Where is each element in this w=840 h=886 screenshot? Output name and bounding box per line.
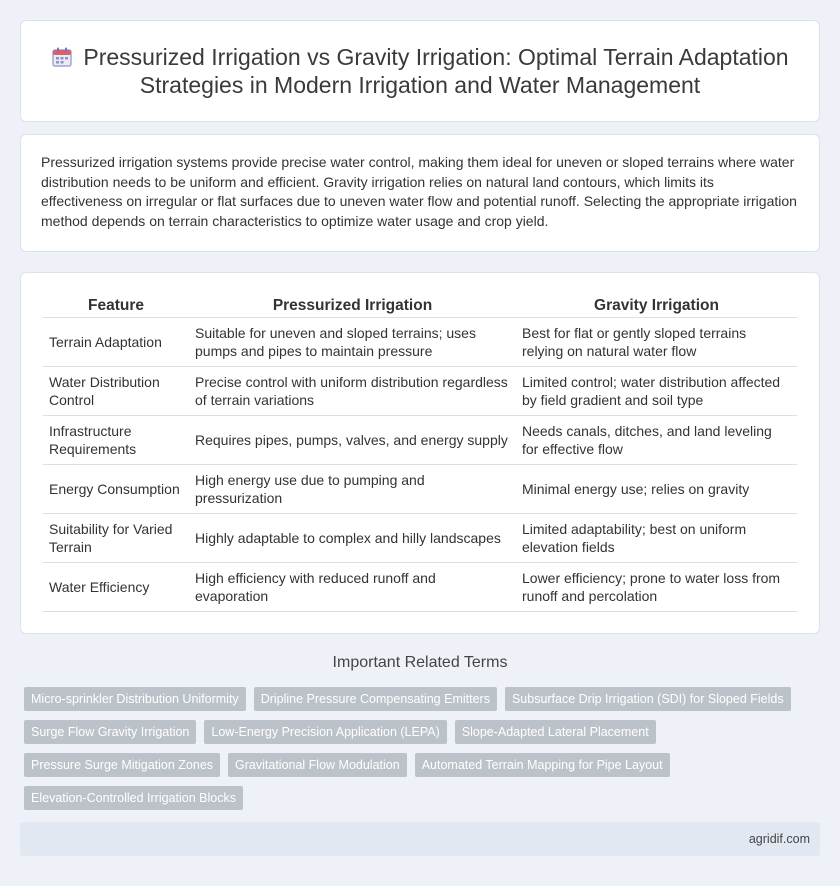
term-tag[interactable]: Micro-sprinkler Distribution Uniformity bbox=[24, 687, 246, 711]
term-tag[interactable]: Slope-Adapted Lateral Placement bbox=[455, 720, 656, 744]
column-header-gravity: Gravity Irrigation bbox=[594, 296, 719, 314]
term-tag[interactable]: Pressure Surge Mitigation Zones bbox=[24, 753, 220, 777]
feature-cell: Water Efficiency bbox=[43, 562, 189, 611]
term-tag[interactable]: Dripline Pressure Compensating Emitters bbox=[254, 687, 497, 711]
term-tag[interactable]: Gravitational Flow Modulation bbox=[228, 753, 407, 777]
pressurized-cell: High efficiency with reduced runoff and evaporation bbox=[189, 562, 516, 611]
term-tag[interactable]: Surge Flow Gravity Irrigation bbox=[24, 720, 196, 744]
table-row bbox=[43, 464, 797, 513]
footer-site-link[interactable]: agridif.com bbox=[748, 832, 810, 846]
gravity-cell: Needs canals, ditches, and land leveling for effective flow bbox=[516, 415, 797, 464]
pressurized-cell: Suitable for uneven and sloped terrains; uses pumps and pipes to maintain pressure bbox=[189, 317, 516, 366]
comparison-card bbox=[20, 272, 820, 634]
gravity-cell: Minimal energy use; relies on gravity bbox=[516, 464, 797, 513]
calendar-icon bbox=[51, 46, 73, 68]
term-tag[interactable]: Elevation-Controlled Irrigation Blocks bbox=[24, 786, 243, 810]
pressurized-cell: Requires pipes, pumps, valves, and energy supply bbox=[189, 415, 516, 464]
term-tag[interactable]: Automated Terrain Mapping for Pipe Layout bbox=[415, 753, 670, 777]
footer bbox=[20, 822, 820, 856]
gravity-cell: Lower efficiency; prone to water loss from runoff and percolation bbox=[516, 562, 797, 611]
feature-cell: Water Distribution Control bbox=[43, 366, 189, 415]
page-title-text: Pressurized Irrigation vs Gravity Irrigation: Optimal Terrain Adaptation Strategies in Modern Irrigation and Water Management bbox=[83, 44, 789, 98]
term-tag[interactable]: Subsurface Drip Irrigation (SDI) for Sloped Fields bbox=[505, 687, 791, 711]
gravity-cell: Limited adaptability; best on uniform elevation fields bbox=[516, 513, 797, 562]
pressurized-cell: High energy use due to pumping and pressurization bbox=[189, 464, 516, 513]
feature-cell: Terrain Adaptation bbox=[43, 317, 189, 366]
table-row bbox=[43, 562, 797, 611]
feature-cell: Suitability for Varied Terrain bbox=[43, 513, 189, 562]
gravity-cell: Best for flat or gently sloped terrains relying on natural water flow bbox=[516, 317, 797, 366]
page-title bbox=[49, 43, 791, 99]
table-row bbox=[43, 415, 797, 464]
related-terms-heading: Important Related Terms bbox=[332, 654, 508, 671]
column-header-feature: Feature bbox=[88, 296, 144, 314]
table-row bbox=[43, 513, 797, 562]
title-card bbox=[20, 20, 820, 122]
gravity-cell: Limited control; water distribution affected by field gradient and soil type bbox=[516, 366, 797, 415]
feature-cell: Infrastructure Requirements bbox=[43, 415, 189, 464]
comparison-table bbox=[43, 291, 797, 612]
intro-paragraph: Pressurized irrigation systems provide precise water control, making them ideal for uneven or sloped terrains where water distribution needs to be uniform and efficient. Gravity irrigation relies on natural land contours, which limits its effectiveness on irregular or flat surfaces due to uneven water flow and potential runoff. Selecting the appropriate irrigation method depends on terrain characteristics to optimize water usage and crop yield. bbox=[41, 154, 797, 229]
pressurized-cell: Precise control with uniform distribution regardless of terrain variations bbox=[189, 366, 516, 415]
table-row bbox=[43, 317, 797, 366]
related-terms-list bbox=[24, 687, 816, 810]
column-header-pressurized: Pressurized Irrigation bbox=[272, 296, 433, 314]
table-row bbox=[43, 366, 797, 415]
term-tag[interactable]: Low-Energy Precision Application (LEPA) bbox=[204, 720, 446, 744]
intro-card bbox=[20, 134, 820, 252]
feature-cell: Energy Consumption bbox=[43, 464, 189, 513]
pressurized-cell: Highly adaptable to complex and hilly landscapes bbox=[189, 513, 516, 562]
table-header-row bbox=[43, 291, 797, 317]
